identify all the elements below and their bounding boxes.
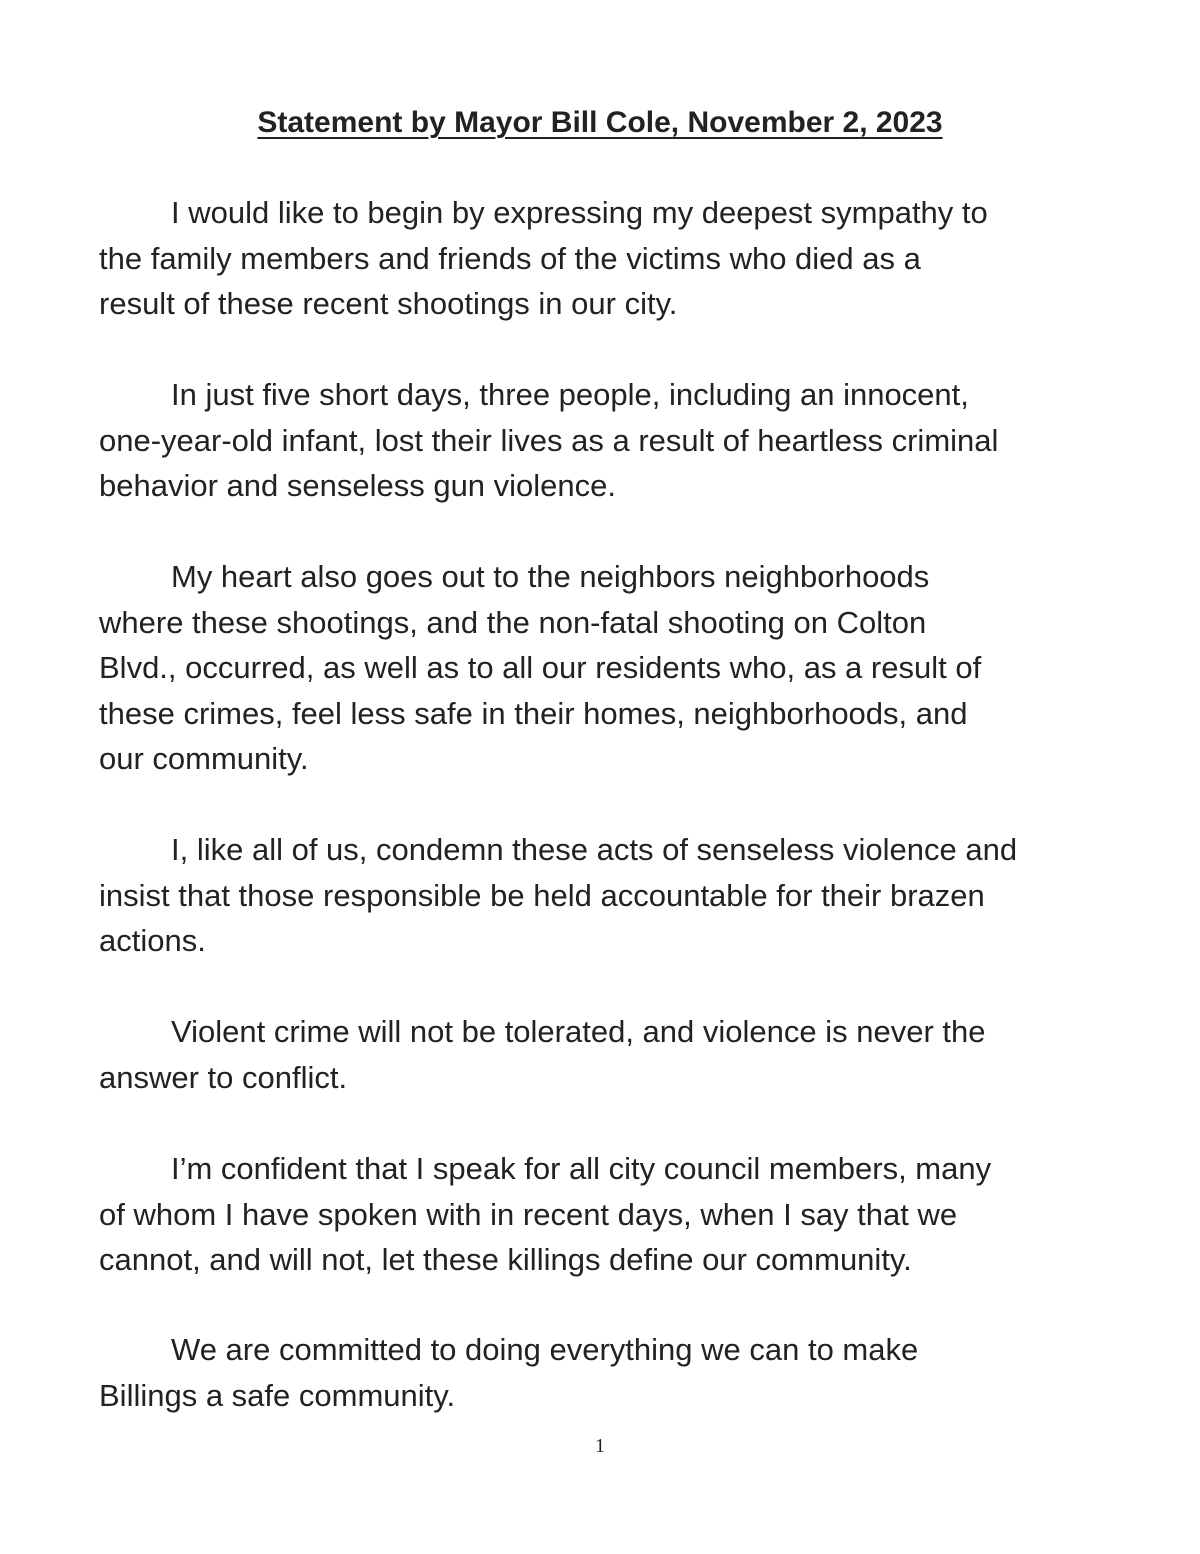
paragraph-five-days — [99, 372, 1129, 509]
paragraph-council — [99, 1146, 1129, 1283]
paragraph-line: our community. — [99, 741, 309, 776]
paragraph-line: answer to conflict. — [99, 1059, 348, 1095]
paragraph-line: where these shootings, and the non-fatal shooting on Colton — [99, 604, 927, 640]
paragraph-line: these crimes, feel less safe in their homes, neighborhoods, and — [99, 695, 968, 731]
paragraph-commitment — [99, 1327, 1129, 1418]
paragraph-line: one-year-old infant, lost their lives as a result of heartless criminal — [99, 422, 999, 458]
paragraph-sympathy — [99, 190, 1129, 327]
paragraph-line: Violent crime will not be tolerated, and violence is never the — [171, 1014, 986, 1049]
paragraph-line: Blvd., occurred, as well as to all our residents who, as a result of — [99, 650, 982, 685]
paragraph-line: actions. — [99, 923, 206, 958]
paragraph-neighborhoods — [99, 554, 1129, 782]
paragraph-line: I’m confident that I speak for all city council members, many — [171, 1151, 992, 1186]
paragraph-line: Billings a safe community. — [99, 1377, 456, 1413]
paragraph-line: We are committed to doing everything we can to make — [171, 1332, 919, 1367]
paragraph-line: My heart also goes out to the neighbors neighborhoods — [171, 559, 930, 594]
paragraph-line: result of these recent shootings in our city. — [99, 286, 678, 321]
paragraph-line: of whom I have spoken with in recent days, when I say that we — [99, 1196, 958, 1232]
paragraph-line: I would like to begin by expressing my deepest sympathy to — [171, 195, 988, 230]
page-number: 1 — [595, 1435, 605, 1457]
paragraph-line: the family members and friends of the victims who died as a — [99, 240, 921, 276]
statement-title-text: Statement by Mayor Bill Cole, November 2, 2023 — [257, 106, 943, 139]
paragraph-line: In just five short days, three people, including an innocent, — [171, 377, 969, 412]
paragraph-line: insist that those responsible be held accountable for their brazen — [99, 877, 985, 913]
paragraph-line: behavior and senseless gun violence. — [99, 468, 617, 503]
paragraph-violent-crime — [99, 1009, 1129, 1100]
paragraph-line: cannot, and will not, let these killings define our community. — [99, 1242, 912, 1277]
paragraph-condemn — [99, 827, 1129, 964]
statement-title — [0, 104, 1200, 142]
paragraph-line: I, like all of us, condemn these acts of senseless violence and — [171, 832, 1018, 867]
